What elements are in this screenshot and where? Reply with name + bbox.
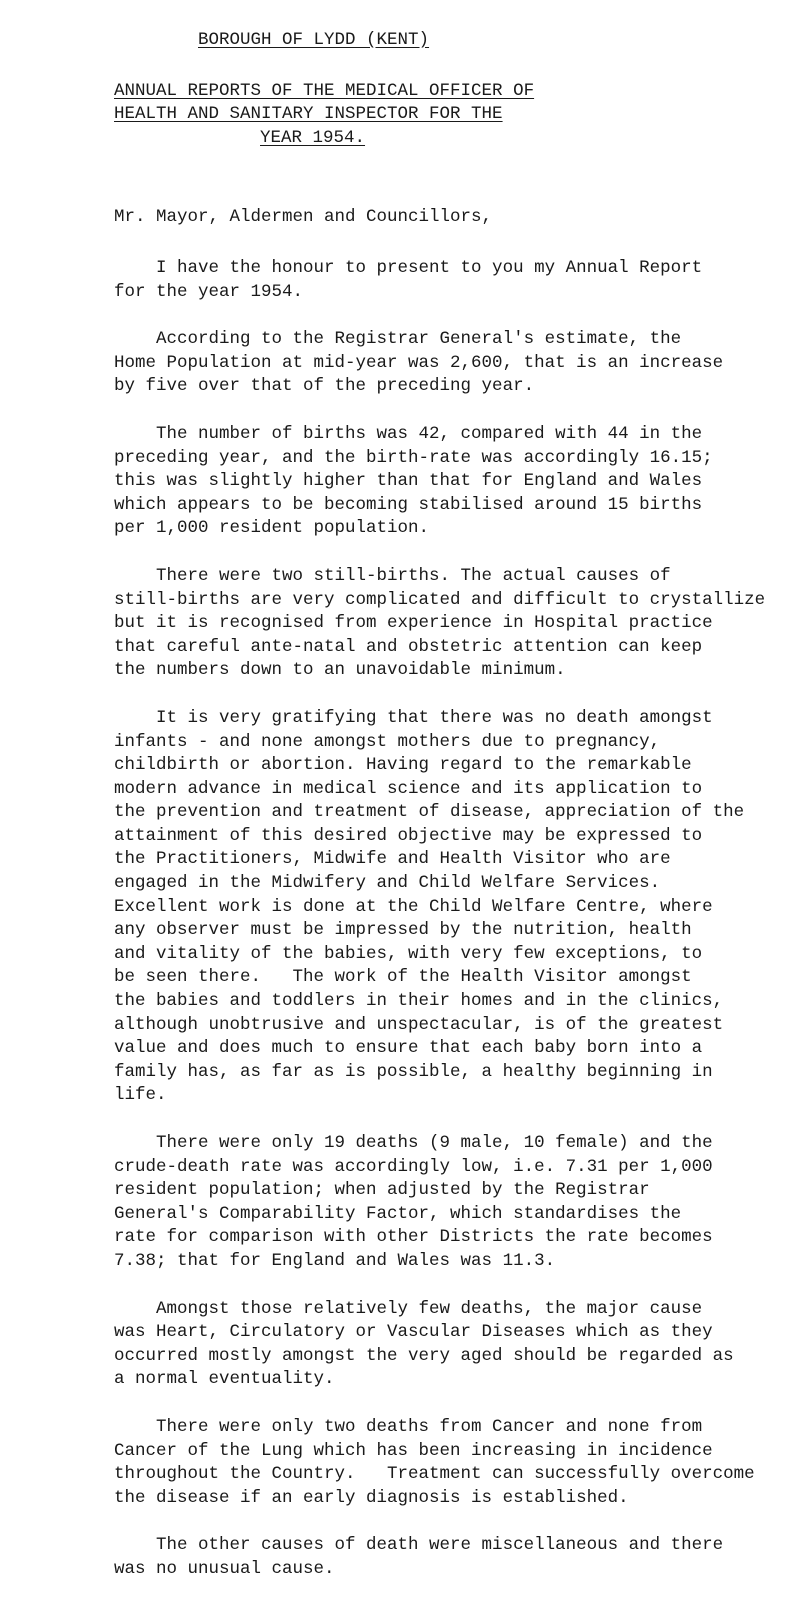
paragraph-deaths: [114, 1132, 800, 1274]
text-line: crude-death rate was accordingly low, i.e. 7.31 per 1,000: [114, 1156, 713, 1177]
text-line: was no unusual cause.: [114, 1558, 335, 1579]
paragraph-other-causes: [114, 1534, 800, 1581]
text-line: although unobtrusive and unspectacular, is of the greatest: [114, 1014, 724, 1035]
text-line: occurred mostly amongst the very aged should be regarded as: [114, 1345, 734, 1366]
text-line: this was slightly higher than that for England and Wales: [114, 471, 703, 492]
text-line: value and does much to ensure that each baby born into a: [114, 1038, 703, 1059]
text-line: family has, as far as is possible, a healthy beginning in: [114, 1061, 713, 1082]
text-line: the Practitioners, Midwife and Health Visitor who are: [114, 849, 671, 870]
text-line: According to the Registrar General's estimate, the: [114, 329, 682, 350]
text-line: Excellent work is done at the Child Welfare Centre, where: [114, 896, 713, 917]
text-line: any observer must be impressed by the nutrition, health: [114, 920, 692, 941]
text-line: the numbers down to an unavoidable minimum.: [114, 660, 566, 681]
text-line: attainment of this desired objective may be expressed to: [114, 825, 703, 846]
text-line: engaged in the Midwifery and Child Welfare Services.: [114, 873, 661, 894]
text-line: preceding year, and the birth-rate was accordingly 16.15;: [114, 447, 713, 468]
paragraph-still-births: [114, 565, 800, 683]
salutation: Mr. Mayor, Aldermen and Councillors,: [114, 207, 493, 227]
text-line: the disease if an early diagnosis is established.: [114, 1487, 629, 1508]
text-line: I have the honour to present to you my Annual Report: [114, 258, 703, 278]
text-line: rate for comparison with other Districts the rate becomes: [114, 1227, 713, 1248]
paragraph-introduction: [114, 257, 800, 304]
text-line: 7.38; that for England and Wales was 11.3.: [114, 1250, 556, 1271]
text-line: life.: [114, 1085, 167, 1106]
text-line: It is very gratifying that there was no death amongst: [114, 707, 713, 728]
text-line: Cancer of the Lung which has been increasing in incidence: [114, 1440, 713, 1461]
text-line: still-births are very complicated and difficult to crystallize: [114, 589, 766, 610]
text-line: Amongst those relatively few deaths, the major cause: [114, 1298, 703, 1319]
text-line: was Heart, Circulatory or Vascular Diseases which as they: [114, 1322, 713, 1343]
borough-heading: BOROUGH OF LYDD (KENT): [198, 30, 430, 50]
text-line: resident population; when adjusted by the Registrar: [114, 1180, 650, 1201]
text-line: and vitality of the babies, with very few exceptions, to: [114, 943, 703, 964]
text-line: There were only 19 deaths (9 male, 10 female) and the: [114, 1133, 713, 1153]
text-line: that careful ante-natal and obstetric attention can keep: [114, 636, 703, 657]
text-line: but it is recognised from experience in Hospital practice: [114, 613, 713, 634]
report-title-line-2: HEALTH AND SANITARY INSPECTOR FOR THE: [114, 104, 503, 124]
text-line: There were two still-births. The actual causes of: [114, 565, 671, 586]
text-line: by five over that of the preceding year.: [114, 376, 535, 397]
text-line: throughout the Country. Treatment can successfully overcome: [114, 1464, 755, 1485]
text-line: The number of births was 42, compared with 44 in the: [114, 423, 703, 444]
text-line: There were only two deaths from Cancer and none from: [114, 1416, 703, 1437]
text-line: childbirth or abortion. Having regard to the remarkable: [114, 755, 692, 776]
text-line: a normal eventuality.: [114, 1369, 335, 1390]
text-line: General's Comparability Factor, which standardises the: [114, 1203, 682, 1224]
text-line: be seen there. The work of the Health Visitor amongst: [114, 967, 692, 988]
text-line: The other causes of death were miscellaneous and there: [114, 1535, 724, 1556]
text-line: per 1,000 resident population.: [114, 518, 430, 539]
report-title-line-1: ANNUAL REPORTS OF THE MEDICAL OFFICER OF: [114, 81, 535, 101]
text-line: the prevention and treatment of disease, appreciation of the: [114, 802, 745, 823]
text-line: infants - and none amongst mothers due to pregnancy,: [114, 731, 661, 752]
paragraph-major-cause: [114, 1298, 800, 1392]
paragraph-births: [114, 423, 800, 541]
text-line: Home Population at mid-year was 2,600, that is an increase: [114, 352, 724, 373]
paragraph-population: [114, 328, 800, 399]
text-line: which appears to be becoming stabilised around 15 births: [114, 494, 703, 515]
text-line: modern advance in medical science and its application to: [114, 778, 703, 799]
paragraph-cancer: [114, 1416, 800, 1510]
paragraph-infant-maternal-deaths: [114, 707, 800, 1108]
text-line: the babies and toddlers in their homes and in the clinics,: [114, 991, 724, 1012]
report-body: [114, 257, 800, 1606]
text-line: for the year 1954.: [114, 281, 304, 302]
report-title-line-3: YEAR 1954.: [260, 128, 366, 148]
